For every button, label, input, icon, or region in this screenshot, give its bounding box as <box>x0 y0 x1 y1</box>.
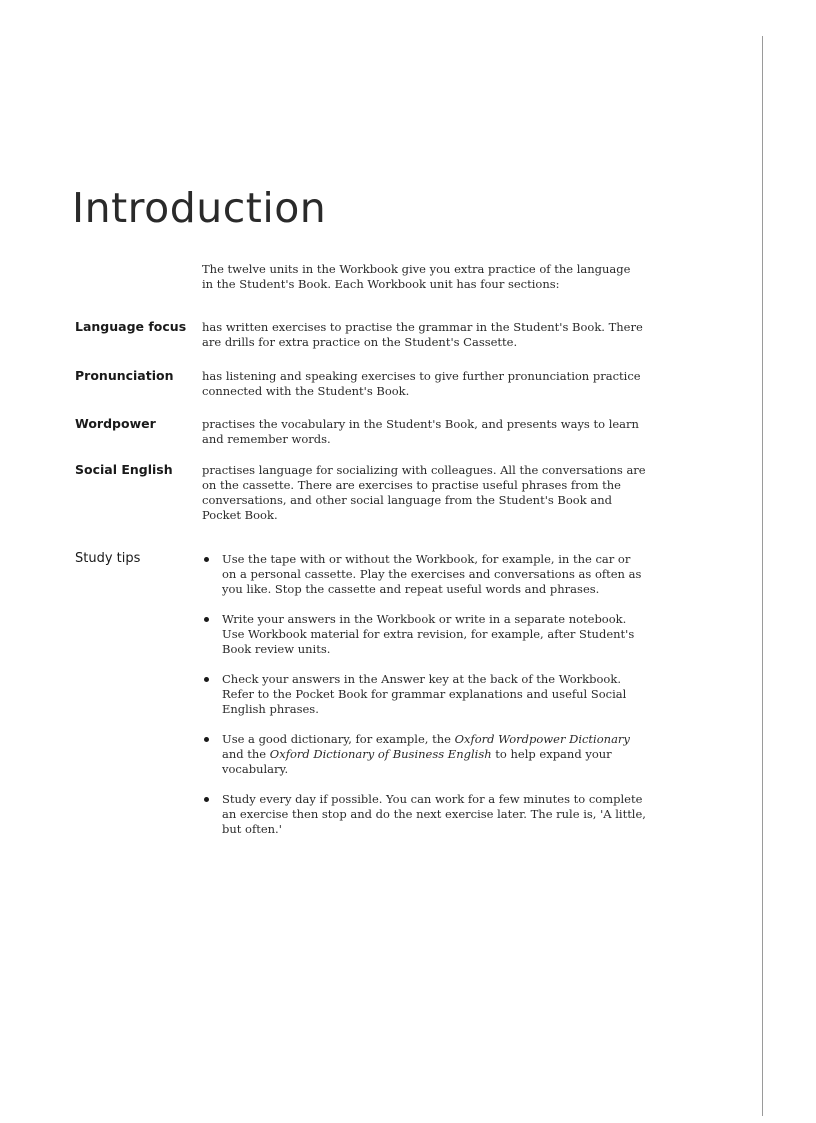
section-label-pronunciation: Pronunciation <box>75 368 174 383</box>
body-line: practises the vocabulary in the Student's Book, and presents ways to learn <box>202 417 639 431</box>
body-line: on the cassette. There are exercises to practise useful phrases from the <box>202 478 621 492</box>
section-label-social-english: Social English <box>75 462 173 477</box>
section-body-wordpower <box>202 417 652 447</box>
tip-line: Write your answers in the Workbook or write in a separate notebook. <box>222 612 627 626</box>
tip-line <box>222 732 662 747</box>
body-line: are drills for extra practice on the Student's Cassette. <box>202 335 518 349</box>
study-tip-item <box>202 672 662 717</box>
tip-line: Refer to the Pocket Book for grammar explanations and useful Social <box>222 687 627 701</box>
intro-line: The twelve units in the Workbook give you extra practice of the language <box>202 262 631 276</box>
body-line: practises language for socializing with colleagues. All the conversations are <box>202 463 646 477</box>
section-label-wordpower: Wordpower <box>75 416 156 431</box>
study-tip-item <box>202 552 662 597</box>
study-tip-item <box>202 612 662 657</box>
body-line: and remember words. <box>202 432 331 446</box>
tip-line <box>222 747 662 762</box>
bullet-icon <box>204 617 209 622</box>
tip-line: Book review units. <box>222 642 331 656</box>
study-tip-item <box>202 732 662 777</box>
dictionary-title: Oxford Dictionary of Business English <box>269 747 492 761</box>
tip-text: Use a good dictionary, for example, the <box>222 732 455 746</box>
bullet-icon <box>204 737 209 742</box>
tip-text: to help expand your <box>491 747 612 761</box>
tip-line: Use the tape with or without the Workbook, for example, in the car or <box>222 552 631 566</box>
page-edge-line <box>762 36 763 1116</box>
body-line: conversations, and other social language from the Student's Book and <box>202 493 612 507</box>
study-tip-item <box>202 792 662 837</box>
bullet-icon <box>204 797 209 802</box>
section-body-social-english <box>202 463 652 523</box>
tip-line: Use Workbook material for extra revision, for example, after Student's <box>222 627 635 641</box>
body-line: has written exercises to practise the grammar in the Student's Book. There <box>202 320 643 334</box>
tip-line: English phrases. <box>222 702 319 716</box>
section-body-pronunciation <box>202 369 652 399</box>
intro-paragraph <box>202 262 652 292</box>
body-line: Pocket Book. <box>202 508 278 522</box>
tip-line: but often.' <box>222 822 282 836</box>
body-line: connected with the Student's Book. <box>202 384 410 398</box>
tip-line: you like. Stop the cassette and repeat useful words and phrases. <box>222 582 600 596</box>
tip-text: and the <box>222 747 270 761</box>
tip-line: on a personal cassette. Play the exercises and conversations as often as <box>222 567 642 581</box>
tip-line: an exercise then stop and do the next exercise later. The rule is, 'A little, <box>222 807 646 821</box>
body-line: has listening and speaking exercises to give further pronunciation practice <box>202 369 641 383</box>
section-label-language-focus: Language focus <box>75 319 187 334</box>
study-tips-list <box>202 552 662 837</box>
tip-line: Check your answers in the Answer key at the back of the Workbook. <box>222 672 621 686</box>
intro-line: in the Student's Book. Each Workbook unit has four sections: <box>202 277 560 291</box>
study-tips-label: Study tips <box>75 551 141 566</box>
bullet-icon <box>204 557 209 562</box>
section-body-language-focus <box>202 320 652 350</box>
tip-line: Study every day if possible. You can work for a few minutes to complete <box>222 792 643 806</box>
bullet-icon <box>204 677 209 682</box>
tip-line: vocabulary. <box>222 762 289 776</box>
dictionary-title: Oxford Wordpower Dictionary <box>454 732 630 746</box>
page-title: Introduction <box>72 184 327 232</box>
